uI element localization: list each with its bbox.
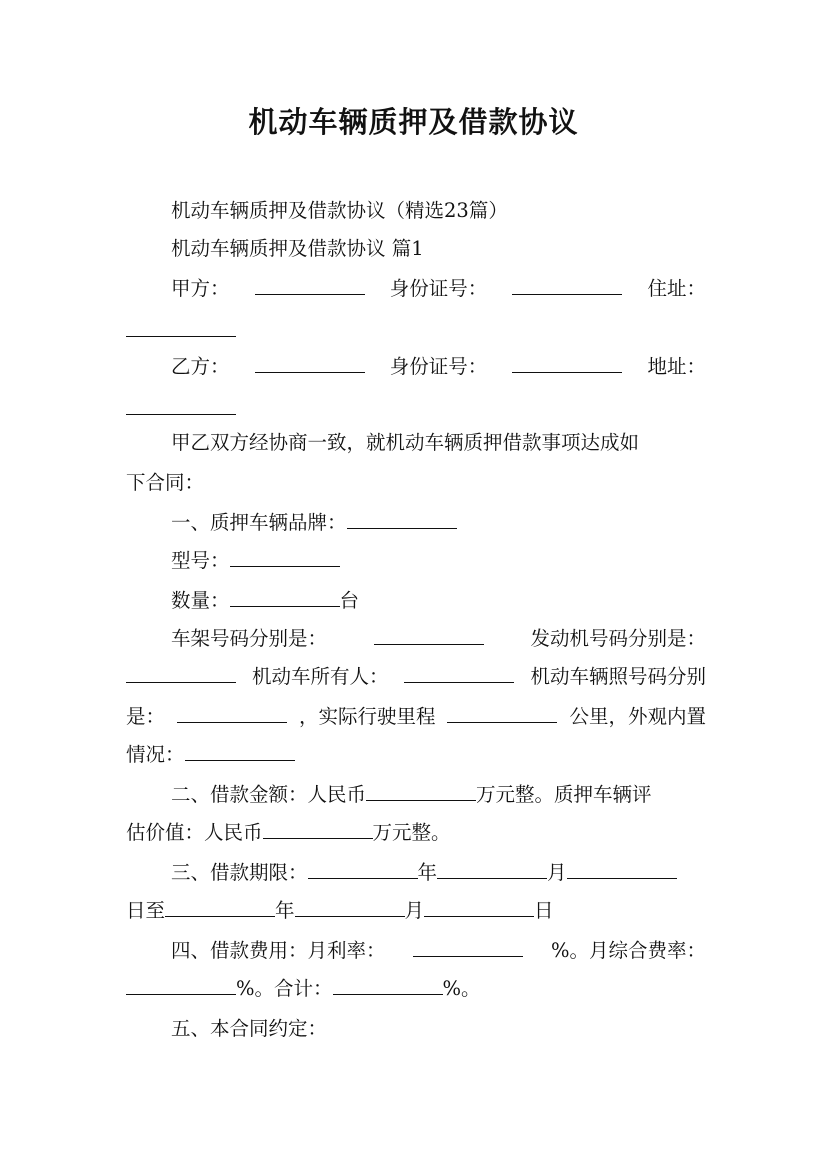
vehicle-brand-line bbox=[171, 508, 706, 538]
term-end-day-blank bbox=[424, 896, 534, 917]
intro-line-1: 甲乙双方经协商一致，就机动车辆质押借款事项达成如 bbox=[171, 431, 640, 454]
vehicle-mileage-line bbox=[126, 702, 706, 732]
term-start-line bbox=[171, 858, 706, 888]
party-a-address-blank bbox=[126, 312, 236, 337]
term-end-month-unit: 月 bbox=[404, 899, 425, 922]
agreement-heading: 五、本合同约定： bbox=[171, 1017, 328, 1040]
vehicle-model-blank bbox=[230, 546, 340, 567]
loan-valuation-blank bbox=[263, 818, 373, 839]
term-start-month-blank bbox=[437, 858, 547, 879]
party-b-id-label: 身份证号： bbox=[389, 355, 488, 378]
party-b-address-line bbox=[126, 390, 706, 420]
loan-amount-line bbox=[171, 780, 706, 810]
chapter-heading: 机动车辆质押及借款协议 篇1 bbox=[171, 237, 424, 260]
term-day-to: 日至 bbox=[126, 899, 166, 922]
vehicle-plate-blank bbox=[177, 702, 287, 723]
vehicle-owner-line bbox=[126, 662, 706, 692]
party-a-id-label: 身份证号： bbox=[389, 277, 488, 300]
vehicle-plate-label: 机动车辆照号码分别 bbox=[530, 665, 706, 688]
fees-total-line bbox=[126, 974, 706, 1004]
term-start-year-blank bbox=[308, 858, 418, 879]
party-b-label: 乙方： bbox=[171, 355, 230, 378]
fees-total-end: %。 bbox=[442, 977, 481, 1000]
party-b-address-label: 地址： bbox=[647, 355, 706, 378]
term-end-line bbox=[126, 896, 706, 926]
vehicle-mileage-unit: 公里，外观内置 bbox=[569, 705, 706, 728]
vehicle-mileage-label: ，实际行驶里程 bbox=[298, 705, 436, 728]
intro-line-2: 下合同： bbox=[126, 471, 205, 494]
fees-monthly-fee-label: %。月综合费率： bbox=[550, 939, 706, 962]
vehicle-frame-line bbox=[171, 624, 706, 654]
vehicle-engine-label: 发动机号码分别是： bbox=[530, 627, 706, 650]
loan-valuation-line bbox=[126, 818, 706, 848]
vehicle-engine-blank bbox=[126, 662, 236, 683]
loan-valuation-unit: 万元整。 bbox=[372, 821, 451, 844]
vehicle-condition-blank bbox=[185, 740, 295, 761]
term-end-year-blank bbox=[165, 896, 275, 917]
term-label: 三、借款期限： bbox=[171, 861, 308, 884]
fees-line bbox=[171, 936, 706, 966]
party-a-line bbox=[171, 274, 706, 304]
term-start-year-unit: 年 bbox=[417, 861, 438, 884]
vehicle-qty-label: 数量： bbox=[171, 589, 230, 612]
vehicle-condition-line bbox=[126, 740, 706, 770]
party-b-id-blank bbox=[512, 352, 622, 373]
fees-label: 四、借款费用：月利率： bbox=[171, 939, 386, 962]
fees-total-label: %。合计： bbox=[236, 977, 333, 1000]
vehicle-brand-blank bbox=[347, 508, 457, 529]
loan-amount-blank bbox=[366, 780, 476, 801]
vehicle-brand-label: 一、质押车辆品牌： bbox=[171, 511, 347, 534]
vehicle-qty-unit: 台 bbox=[339, 589, 360, 612]
loan-amount-unit: 万元整。质押车辆评 bbox=[476, 783, 652, 806]
vehicle-condition-label: 情况： bbox=[126, 743, 185, 766]
term-start-month-unit: 月 bbox=[547, 861, 567, 884]
vehicle-plate-is-label: 是： bbox=[126, 705, 166, 728]
term-start-day-blank bbox=[567, 858, 677, 879]
vehicle-frame-label: 车架号码分别是： bbox=[171, 627, 328, 650]
loan-amount-label: 二、借款金额：人民币 bbox=[171, 783, 367, 806]
vehicle-owner-blank bbox=[404, 662, 514, 683]
document-title: 机动车辆质押及借款协议 bbox=[248, 105, 579, 139]
party-a-address-line bbox=[126, 312, 706, 342]
fees-total-blank bbox=[333, 974, 443, 995]
term-end-day-unit: 日 bbox=[534, 899, 554, 922]
party-a-name-blank bbox=[255, 274, 365, 295]
term-end-year-unit: 年 bbox=[275, 899, 295, 922]
vehicle-mileage-blank bbox=[447, 702, 557, 723]
party-b-line bbox=[171, 352, 706, 382]
party-a-label: 甲方： bbox=[171, 277, 230, 300]
term-end-month-blank bbox=[295, 896, 405, 917]
party-a-address-label: 住址： bbox=[647, 277, 706, 300]
vehicle-frame-blank bbox=[374, 624, 484, 645]
party-a-id-blank bbox=[512, 274, 622, 295]
document-subtitle: 机动车辆质押及借款协议（精选23篇） bbox=[171, 199, 508, 222]
vehicle-owner-label: 机动车所有人： bbox=[251, 665, 389, 688]
vehicle-qty-line bbox=[171, 586, 706, 616]
vehicle-qty-blank bbox=[230, 586, 340, 607]
fees-monthly-rate-blank bbox=[413, 936, 523, 957]
fees-comprehensive-rate-blank bbox=[126, 974, 236, 995]
loan-valuation-label: 估价值：人民币 bbox=[126, 821, 263, 844]
party-b-name-blank bbox=[255, 352, 365, 373]
vehicle-model-line bbox=[171, 546, 706, 576]
party-b-address-blank bbox=[126, 390, 236, 415]
vehicle-model-label: 型号： bbox=[171, 549, 230, 572]
